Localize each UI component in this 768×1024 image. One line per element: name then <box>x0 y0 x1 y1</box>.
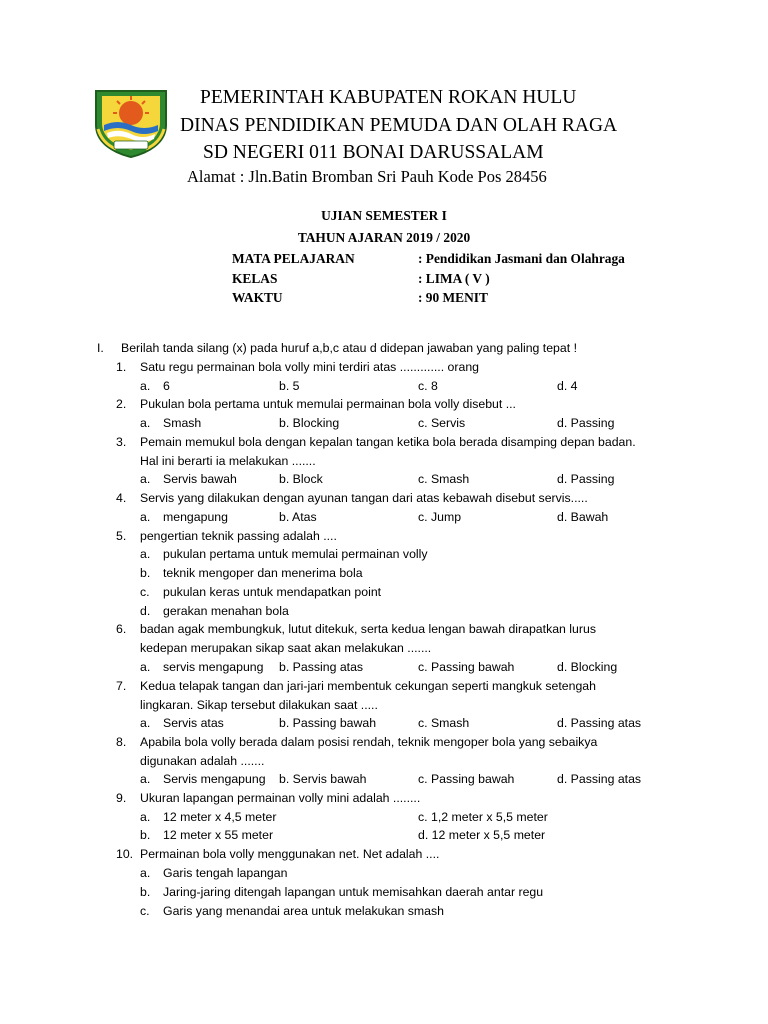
option-text: b. Passing bawah <box>279 716 377 730</box>
question-number: 6. <box>116 622 127 636</box>
option-text: d. Blocking <box>557 660 618 674</box>
question-text: Apabila bola volly berada dalam posisi rendah, teknik mengoper bola yang sebaikya <box>140 735 598 749</box>
time-value: : 90 MENIT <box>418 290 488 305</box>
option-letter: a. <box>140 547 151 561</box>
option-text: b. Blocking <box>279 416 340 430</box>
question-text: Servis yang dilakukan dengan ayunan tangan dari atas kebawah disebut servis..... <box>140 491 588 505</box>
question-number: 1. <box>116 360 127 374</box>
option-text: d. Passing <box>557 416 615 430</box>
option-text: c. Servis <box>418 416 466 430</box>
subject-value: : Pendidikan Jasmani dan Olahraga <box>418 251 625 266</box>
option-text: 12 meter x 4,5 meter <box>163 810 277 824</box>
option-text: d. 12 meter x 5,5 meter <box>418 828 546 842</box>
section-instruction: Berilah tanda silang (x) pada huruf a,b,c atau d didepan jawaban yang paling tepat ! <box>121 341 577 355</box>
option-text: b. Atas <box>279 510 317 524</box>
option-letter: a. <box>140 810 151 824</box>
option-text: Servis bawah <box>163 472 237 486</box>
question-text: Satu regu permainan bola volly mini terdiri atas ............. orang <box>140 360 480 374</box>
option-text: b. Passing atas <box>279 660 364 674</box>
option-text: c. 8 <box>418 379 438 393</box>
option-text: b. Servis bawah <box>279 772 367 786</box>
section-number: I. <box>97 341 104 355</box>
exam-year: TAHUN AJARAN 2019 / 2020 <box>297 230 471 245</box>
rokan-hulu-emblem-logo <box>92 85 170 159</box>
question-text: Pemain memukul bola dengan kepalan tangan ketika bola berada disamping depan badan. <box>140 435 636 449</box>
option-text: b. 5 <box>279 379 300 393</box>
question-number: 10. <box>116 847 134 861</box>
option-text: Smash <box>163 416 202 430</box>
option-text: pukulan keras untuk mendapatkan point <box>163 585 382 599</box>
option-text: 12 meter x 55 meter <box>163 828 274 842</box>
option-text: mengapung <box>163 510 228 524</box>
option-text: Servis mengapung <box>163 772 266 786</box>
time-label: WAKTU <box>232 290 283 305</box>
option-text: 6 <box>163 379 170 393</box>
option-text: c. Smash <box>418 472 470 486</box>
school-name: SD NEGERI 011 BONAI DARUSSALAM <box>203 142 544 163</box>
option-letter: b. <box>140 885 151 899</box>
option-letter: b. <box>140 566 151 580</box>
option-text: b. Block <box>279 472 323 486</box>
option-letter: a. <box>140 510 151 524</box>
question-text-continued: Hal ini berarti ia melakukan ....... <box>140 454 316 468</box>
option-text: d. 4 <box>557 379 578 393</box>
question-text: pengertian teknik passing adalah .... <box>140 529 337 543</box>
question-text: Ukuran lapangan permainan volly mini adalah ........ <box>140 791 421 805</box>
option-text: gerakan menahan bola <box>163 604 289 618</box>
option-text: c. Passing bawah <box>418 660 515 674</box>
class-label: KELAS <box>232 271 278 286</box>
question-text-continued: kedepan merupakan sikap saat akan melakukan ....... <box>140 641 432 655</box>
class-value: : LIMA ( V ) <box>418 271 490 286</box>
question-number: 7. <box>116 679 127 693</box>
option-text: servis mengapung <box>163 660 264 674</box>
subject-label: MATA PELAJARAN <box>232 251 355 266</box>
option-text: pukulan pertama untuk memulai permainan volly <box>163 547 428 561</box>
option-text: d. Passing atas <box>557 716 642 730</box>
option-text: d. Passing atas <box>557 772 642 786</box>
question-number: 3. <box>116 435 127 449</box>
option-text: Garis tengah lapangan <box>163 866 288 880</box>
option-text: c. Jump <box>418 510 462 524</box>
option-letter: a. <box>140 772 151 786</box>
option-letter: a. <box>140 660 151 674</box>
question-number: 5. <box>116 529 127 543</box>
option-letter: c. <box>140 904 150 918</box>
option-letter: b. <box>140 828 151 842</box>
question-text-continued: lingkaran. Sikap tersebut dilakukan saat ..... <box>140 698 378 712</box>
option-letter: a. <box>140 866 151 880</box>
option-letter: a. <box>140 716 151 730</box>
option-text: c. 1,2 meter x 5,5 meter <box>418 810 548 824</box>
question-text: Permainan bola volly menggunakan net. Net adalah .... <box>140 847 440 861</box>
question-number: 9. <box>116 791 127 805</box>
question-text: Pukulan bola pertama untuk memulai permainan bola volly disebut ... <box>140 397 516 411</box>
option-letter: a. <box>140 472 151 486</box>
option-letter: a. <box>140 379 151 393</box>
option-letter: a. <box>140 416 151 430</box>
question-text: badan agak membungkuk, lutut ditekuk, serta kedua lengan bawah dirapatkan lurus <box>140 622 596 636</box>
option-text: Servis atas <box>163 716 224 730</box>
question-text-continued: digunakan adalah ....... <box>140 754 265 768</box>
option-text: Garis yang menandai area untuk melakukan smash <box>163 904 444 918</box>
question-number: 4. <box>116 491 127 505</box>
option-letter: d. <box>140 604 151 618</box>
question-number: 8. <box>116 735 127 749</box>
option-text: d. Bawah <box>557 510 609 524</box>
option-text: Jaring-jaring ditengah lapangan untuk memisahkan daerah antar regu <box>163 885 544 899</box>
option-text: d. Passing <box>557 472 615 486</box>
government-name: PEMERINTAH KABUPATEN ROKAN HULU <box>200 87 577 108</box>
option-text: c. Smash <box>418 716 470 730</box>
question-number: 2. <box>116 397 127 411</box>
department-name: DINAS PENDIDIKAN PEMUDA DAN OLAH RAGA <box>180 115 618 136</box>
school-address: Alamat : Jln.Batin Bromban Sri Pauh Kode Pos 28456 <box>187 167 547 186</box>
option-text: teknik mengoper dan menerima bola <box>163 566 363 580</box>
exam-title: UJIAN SEMESTER I <box>321 208 447 223</box>
question-text: Kedua telapak tangan dan jari-jari membentuk cekungan seperti mangkuk setengah <box>140 679 596 693</box>
option-text: c. Passing bawah <box>418 772 515 786</box>
option-letter: c. <box>140 585 150 599</box>
